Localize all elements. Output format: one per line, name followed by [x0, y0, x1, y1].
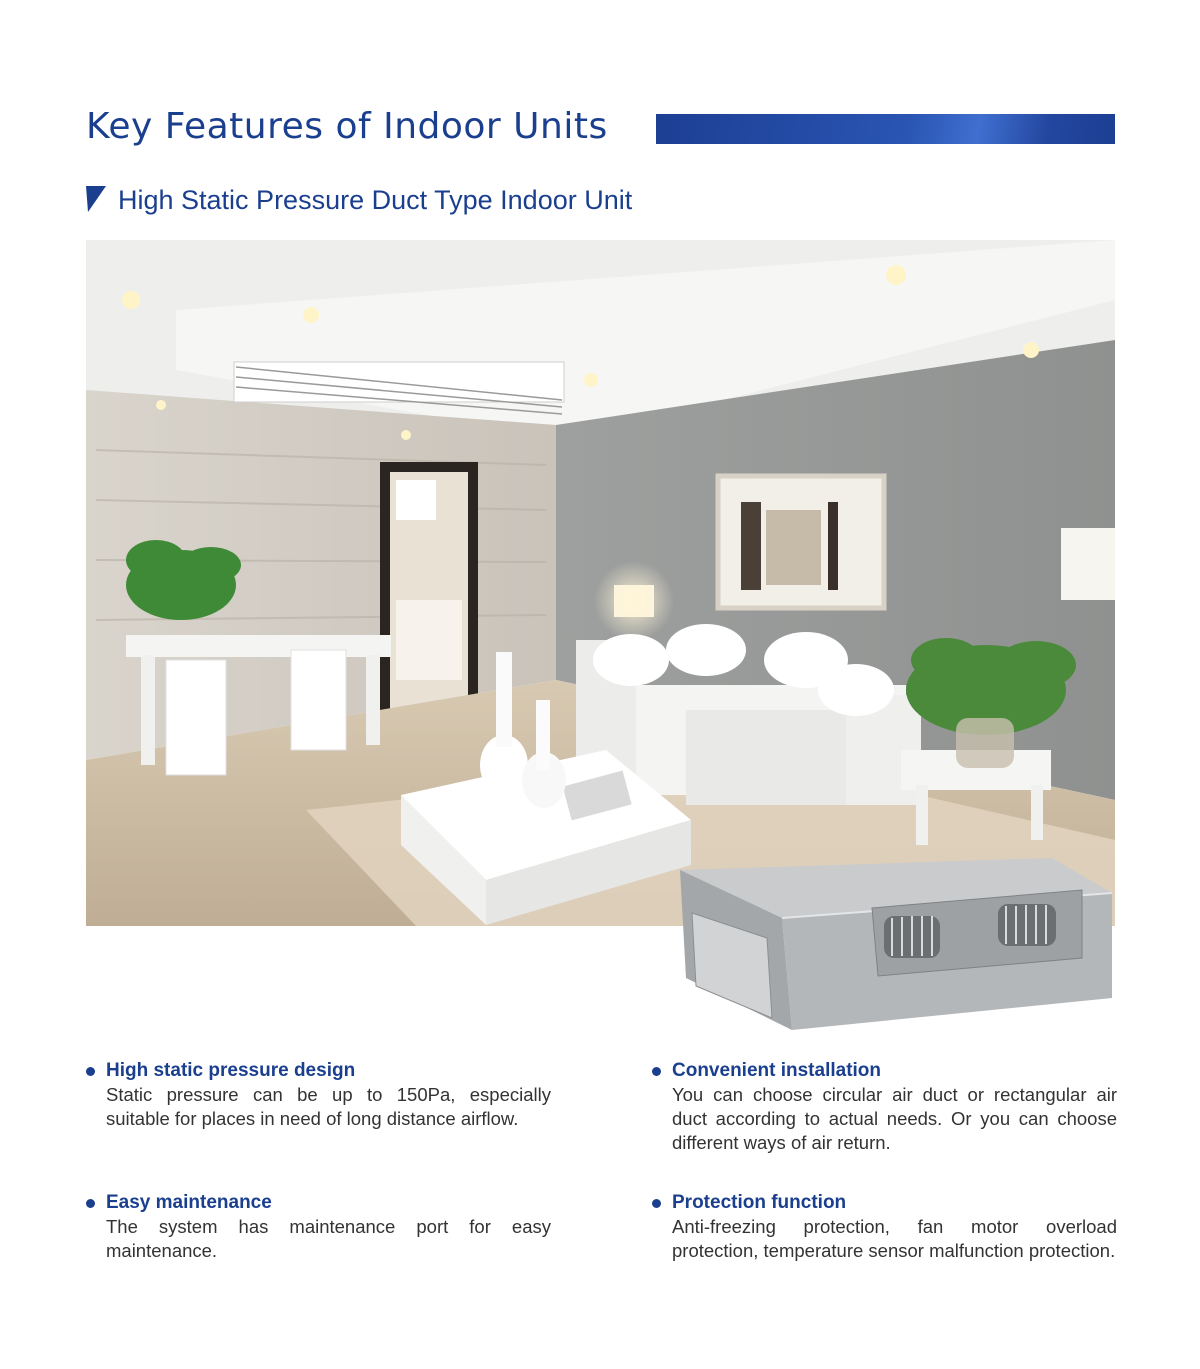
title-accent-bar: [656, 114, 1115, 144]
bullet-icon: [652, 1199, 661, 1208]
feature-description: The system has maintenance port for easy maintenance.: [106, 1216, 551, 1261]
bullet-icon: [86, 1199, 95, 1208]
feature-title: Easy maintenance: [106, 1192, 272, 1213]
bullet-icon: [652, 1067, 661, 1076]
section-title: High Static Pressure Duct Type Indoor Unit: [118, 185, 633, 215]
living-room-photo: [86, 240, 1115, 926]
feature-title: Convenient installation: [672, 1060, 882, 1081]
section-marker-icon: [86, 186, 106, 212]
feature-title: High static pressure design: [106, 1060, 356, 1081]
feature-title: Protection function: [672, 1192, 847, 1213]
feature-description: Anti-freezing protection, fan motor overload protection, temperature sensor malfunction protection.: [672, 1216, 1117, 1261]
page-title: Key Features of Indoor Units: [86, 106, 608, 147]
duct-unit-photo: [672, 858, 1117, 1038]
bullet-icon: [86, 1067, 95, 1076]
feature-description: You can choose circular air duct or rectangular air duct according to actual needs. Or you can choose different ways of air return.: [672, 1084, 1117, 1153]
feature-description: Static pressure can be up to 150Pa, especially suitable for places in need of long distance airflow.: [106, 1084, 551, 1129]
